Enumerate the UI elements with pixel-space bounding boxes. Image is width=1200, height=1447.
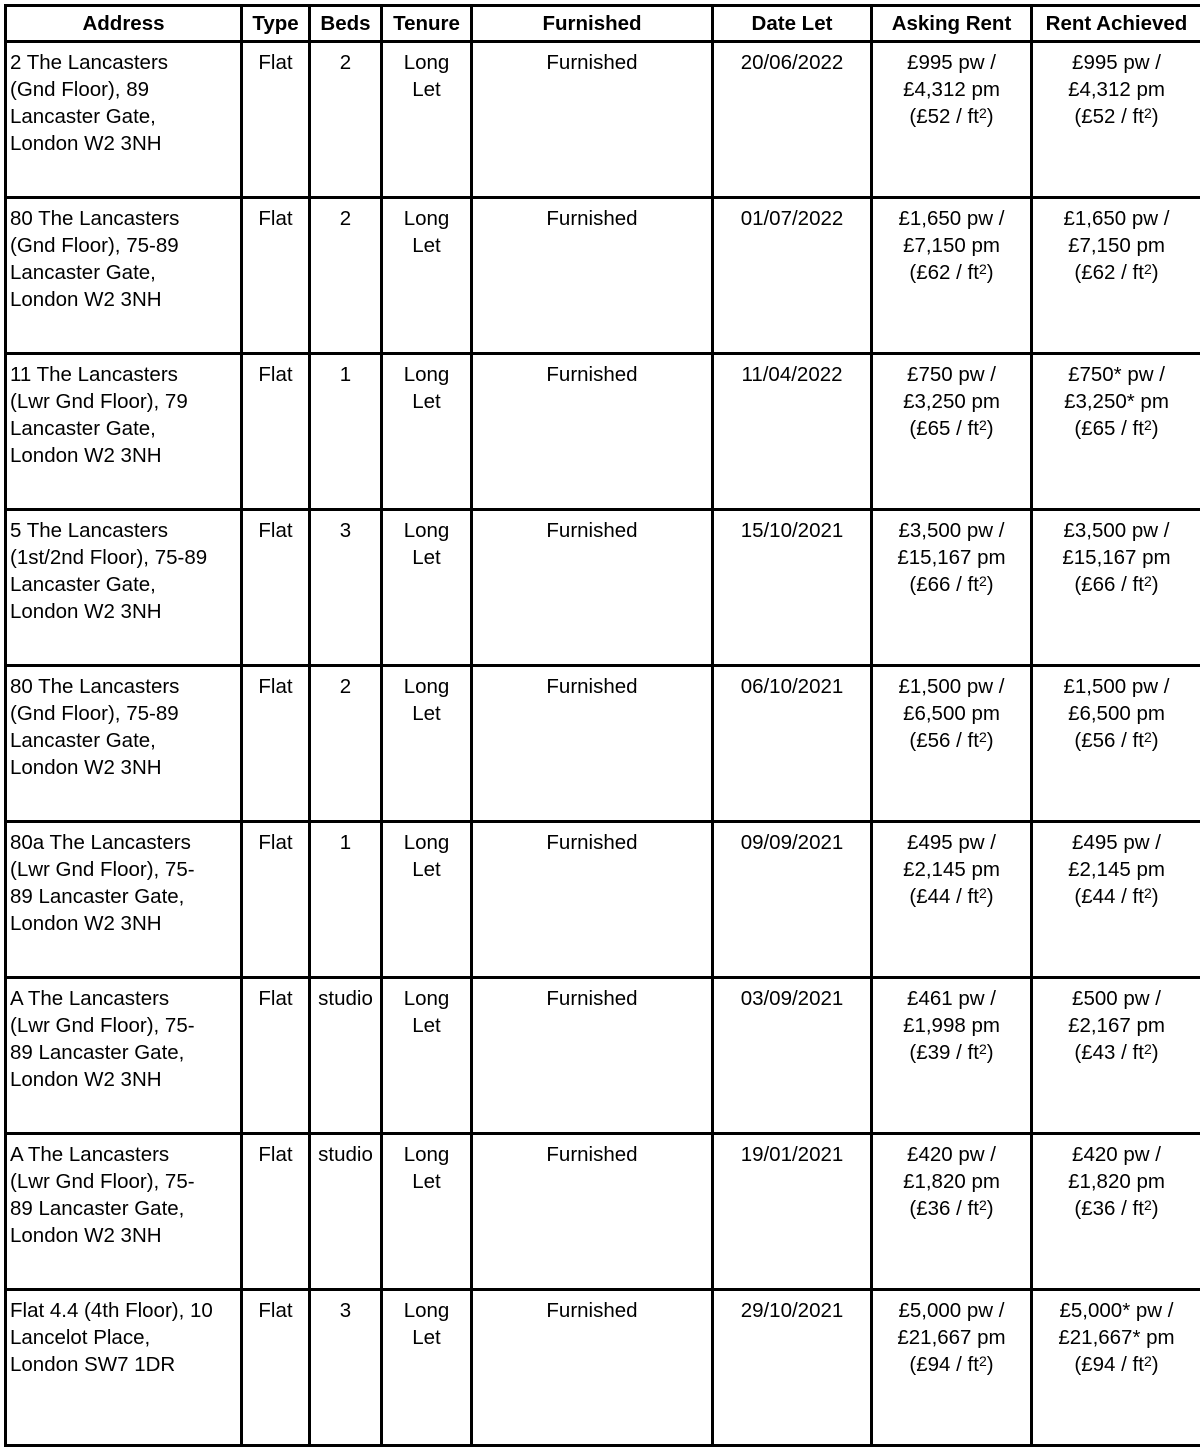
- squared-superscript: 2: [1144, 573, 1152, 589]
- beds-cell: studio: [310, 978, 382, 1134]
- tenure-line: Long: [386, 1297, 467, 1324]
- address-line: A The Lancasters: [10, 985, 237, 1012]
- type-cell: Flat: [242, 510, 310, 666]
- rent-per-month: £7,150 pm: [876, 232, 1027, 259]
- asking-rent-cell: [872, 666, 1032, 822]
- type-cell: Flat: [242, 666, 310, 822]
- rent-psf-value: (£66 / ft: [1074, 573, 1144, 596]
- tenure-line: Let: [386, 856, 467, 883]
- squared-superscript: 2: [979, 1353, 987, 1369]
- rent-per-sq-ft: [876, 1039, 1027, 1066]
- address-line: London W2 3NH: [10, 442, 237, 469]
- tenure-line: Long: [386, 205, 467, 232]
- tenure-line: Long: [386, 361, 467, 388]
- address-line: London W2 3NH: [10, 130, 237, 157]
- header-furnished: Furnished: [472, 6, 713, 42]
- header-rent-achieved: Rent Achieved: [1032, 6, 1200, 42]
- squared-superscript: 2: [1144, 729, 1152, 745]
- furnished-cell: Furnished: [472, 822, 713, 978]
- tenure-cell: [382, 510, 472, 666]
- furnished-cell: Furnished: [472, 42, 713, 198]
- rent-psf-value: (£66 / ft: [909, 573, 979, 596]
- address-line: (Lwr Gnd Floor), 75-: [10, 1168, 237, 1195]
- date-let-cell: 09/09/2021: [713, 822, 872, 978]
- squared-superscript: 2: [979, 261, 987, 277]
- tenure-cell: [382, 822, 472, 978]
- header-date-let: Date Let: [713, 6, 872, 42]
- furnished-cell: Furnished: [472, 354, 713, 510]
- asking-rent-cell: [872, 354, 1032, 510]
- rent-per-month: £1,820 pm: [876, 1168, 1027, 1195]
- address-cell: [6, 1134, 242, 1290]
- table-row: [6, 1290, 1200, 1446]
- tenure-line: Let: [386, 544, 467, 571]
- address-line: London W2 3NH: [10, 598, 237, 625]
- asking-rent-cell: [872, 978, 1032, 1134]
- rent-per-week: £3,500 pw /: [876, 517, 1027, 544]
- type-cell: Flat: [242, 1134, 310, 1290]
- rent-psf-close: ): [987, 417, 994, 440]
- address-cell: [6, 42, 242, 198]
- asking-rent-cell: [872, 198, 1032, 354]
- rent-psf-value: (£36 / ft: [909, 1197, 979, 1220]
- rent-per-sq-ft: [1036, 1039, 1197, 1066]
- tenure-line: Long: [386, 985, 467, 1012]
- rent-per-week: £495 pw /: [1036, 829, 1197, 856]
- address-line: Lancelot Place,: [10, 1324, 237, 1351]
- table-row: [6, 510, 1200, 666]
- type-cell: Flat: [242, 1290, 310, 1446]
- squared-superscript: 2: [979, 1041, 987, 1057]
- furnished-cell: Furnished: [472, 666, 713, 822]
- rent-achieved-cell: [1032, 978, 1200, 1134]
- squared-superscript: 2: [979, 105, 987, 121]
- tenure-cell: [382, 978, 472, 1134]
- rent-achieved-cell: [1032, 822, 1200, 978]
- tenure-cell: [382, 666, 472, 822]
- tenure-cell: [382, 1134, 472, 1290]
- header-row: [6, 6, 1200, 42]
- squared-superscript: 2: [1144, 1041, 1152, 1057]
- type-cell: Flat: [242, 354, 310, 510]
- squared-superscript: 2: [979, 573, 987, 589]
- rent-psf-value: (£36 / ft: [1074, 1197, 1144, 1220]
- tenure-cell: [382, 1290, 472, 1446]
- date-let-cell: 01/07/2022: [713, 198, 872, 354]
- tenure-line: Let: [386, 1168, 467, 1195]
- rent-per-week: £1,650 pw /: [1036, 205, 1197, 232]
- asking-rent-cell: [872, 822, 1032, 978]
- table-row: [6, 978, 1200, 1134]
- address-line: 89 Lancaster Gate,: [10, 1195, 237, 1222]
- rent-psf-close: ): [987, 261, 994, 284]
- rent-per-sq-ft: [1036, 259, 1197, 286]
- squared-superscript: 2: [1144, 261, 1152, 277]
- furnished-cell: Furnished: [472, 1134, 713, 1290]
- address-cell: [6, 978, 242, 1134]
- address-line: 11 The Lancasters: [10, 361, 237, 388]
- address-line: London W2 3NH: [10, 1222, 237, 1249]
- rent-per-week: £495 pw /: [876, 829, 1027, 856]
- tenure-line: Let: [386, 1012, 467, 1039]
- rent-per-week: £1,500 pw /: [876, 673, 1027, 700]
- rent-per-month: £1,998 pm: [876, 1012, 1027, 1039]
- date-let-cell: 15/10/2021: [713, 510, 872, 666]
- squared-superscript: 2: [979, 885, 987, 901]
- address-line: 2 The Lancasters: [10, 49, 237, 76]
- rent-psf-value: (£43 / ft: [1074, 1041, 1144, 1064]
- rent-per-week: £995 pw /: [1036, 49, 1197, 76]
- rent-per-sq-ft: [876, 1195, 1027, 1222]
- header-beds: Beds: [310, 6, 382, 42]
- date-let-cell: 03/09/2021: [713, 978, 872, 1134]
- lettings-table: [4, 4, 1200, 1447]
- squared-superscript: 2: [979, 729, 987, 745]
- rent-per-month: £2,167 pm: [1036, 1012, 1197, 1039]
- address-cell: [6, 510, 242, 666]
- rent-per-week: £750 pw /: [876, 361, 1027, 388]
- rent-psf-value: (£62 / ft: [1074, 261, 1144, 284]
- rent-per-sq-ft: [876, 727, 1027, 754]
- tenure-cell: [382, 198, 472, 354]
- rent-psf-close: ): [1152, 729, 1159, 752]
- rent-psf-close: ): [987, 1197, 994, 1220]
- rent-per-month: £4,312 pm: [876, 76, 1027, 103]
- address-line: 80 The Lancasters: [10, 205, 237, 232]
- rent-psf-value: (£94 / ft: [909, 1353, 979, 1376]
- address-line: 80 The Lancasters: [10, 673, 237, 700]
- address-cell: [6, 822, 242, 978]
- date-let-cell: 19/01/2021: [713, 1134, 872, 1290]
- squared-superscript: 2: [1144, 417, 1152, 433]
- address-line: (Lwr Gnd Floor), 75-: [10, 856, 237, 883]
- rent-per-sq-ft: [1036, 883, 1197, 910]
- rent-per-sq-ft: [876, 415, 1027, 442]
- rent-per-sq-ft: [1036, 1351, 1197, 1378]
- rent-psf-close: ): [987, 573, 994, 596]
- table-row: [6, 354, 1200, 510]
- rent-per-month: £7,150 pm: [1036, 232, 1197, 259]
- rent-per-sq-ft: [876, 103, 1027, 130]
- tenure-line: Let: [386, 388, 467, 415]
- rent-psf-value: (£52 / ft: [1074, 105, 1144, 128]
- furnished-cell: Furnished: [472, 510, 713, 666]
- rent-psf-close: ): [987, 1353, 994, 1376]
- squared-superscript: 2: [979, 1197, 987, 1213]
- rent-psf-close: ): [1152, 417, 1159, 440]
- type-cell: Flat: [242, 822, 310, 978]
- squared-superscript: 2: [1144, 105, 1152, 121]
- tenure-line: Long: [386, 49, 467, 76]
- beds-cell: 2: [310, 666, 382, 822]
- rent-psf-close: ): [1152, 573, 1159, 596]
- address-line: 80a The Lancasters: [10, 829, 237, 856]
- rent-psf-value: (£44 / ft: [909, 885, 979, 908]
- address-line: (Gnd Floor), 89: [10, 76, 237, 103]
- address-line: 5 The Lancasters: [10, 517, 237, 544]
- rent-per-week: £1,650 pw /: [876, 205, 1027, 232]
- address-cell: [6, 198, 242, 354]
- rent-per-sq-ft: [1036, 103, 1197, 130]
- rent-psf-value: (£56 / ft: [909, 729, 979, 752]
- tenure-line: Let: [386, 76, 467, 103]
- address-line: (Gnd Floor), 75-89: [10, 700, 237, 727]
- squared-superscript: 2: [1144, 885, 1152, 901]
- rent-per-sq-ft: [876, 259, 1027, 286]
- date-let-cell: 06/10/2021: [713, 666, 872, 822]
- rent-per-month: £21,667 pm: [876, 1324, 1027, 1351]
- address-line: London SW7 1DR: [10, 1351, 237, 1378]
- address-cell: [6, 666, 242, 822]
- rent-psf-close: ): [1152, 885, 1159, 908]
- beds-cell: 2: [310, 42, 382, 198]
- rent-achieved-cell: [1032, 354, 1200, 510]
- address-cell: [6, 354, 242, 510]
- rent-psf-close: ): [1152, 105, 1159, 128]
- rent-per-month: £15,167 pm: [1036, 544, 1197, 571]
- table-row: [6, 822, 1200, 978]
- beds-cell: 3: [310, 510, 382, 666]
- table-row: [6, 42, 1200, 198]
- rent-achieved-cell: [1032, 666, 1200, 822]
- address-line: 89 Lancaster Gate,: [10, 1039, 237, 1066]
- rent-psf-value: (£44 / ft: [1074, 885, 1144, 908]
- tenure-line: Long: [386, 829, 467, 856]
- asking-rent-cell: [872, 1134, 1032, 1290]
- furnished-cell: Furnished: [472, 1290, 713, 1446]
- rent-psf-close: ): [1152, 261, 1159, 284]
- tenure-cell: [382, 354, 472, 510]
- rent-per-week: £500 pw /: [1036, 985, 1197, 1012]
- beds-cell: 1: [310, 354, 382, 510]
- rent-per-week: £995 pw /: [876, 49, 1027, 76]
- rent-psf-close: ): [987, 885, 994, 908]
- table-row: [6, 1134, 1200, 1290]
- date-let-cell: 20/06/2022: [713, 42, 872, 198]
- tenure-line: Long: [386, 517, 467, 544]
- rent-psf-value: (£65 / ft: [1074, 417, 1144, 440]
- address-cell: [6, 1290, 242, 1446]
- rent-per-month: £3,250* pm: [1036, 388, 1197, 415]
- rent-per-month: £4,312 pm: [1036, 76, 1197, 103]
- rent-per-week: £1,500 pw /: [1036, 673, 1197, 700]
- rent-psf-value: (£65 / ft: [909, 417, 979, 440]
- address-line: Lancaster Gate,: [10, 727, 237, 754]
- tenure-line: Long: [386, 673, 467, 700]
- address-line: Flat 4.4 (4th Floor), 10: [10, 1297, 237, 1324]
- tenure-line: Long: [386, 1141, 467, 1168]
- rent-per-sq-ft: [1036, 727, 1197, 754]
- rent-psf-close: ): [1152, 1041, 1159, 1064]
- tenure-line: Let: [386, 700, 467, 727]
- header-address: Address: [6, 6, 242, 42]
- header-asking-rent: Asking Rent: [872, 6, 1032, 42]
- asking-rent-cell: [872, 510, 1032, 666]
- address-line: Lancaster Gate,: [10, 103, 237, 130]
- address-line: 89 Lancaster Gate,: [10, 883, 237, 910]
- rent-achieved-cell: [1032, 510, 1200, 666]
- address-line: London W2 3NH: [10, 1066, 237, 1093]
- asking-rent-cell: [872, 1290, 1032, 1446]
- rent-per-month: £21,667* pm: [1036, 1324, 1197, 1351]
- rent-per-week: £750* pw /: [1036, 361, 1197, 388]
- table-row: [6, 666, 1200, 822]
- rent-per-sq-ft: [1036, 1195, 1197, 1222]
- type-cell: Flat: [242, 198, 310, 354]
- rent-psf-value: (£94 / ft: [1074, 1353, 1144, 1376]
- rent-per-month: £3,250 pm: [876, 388, 1027, 415]
- header-tenure: Tenure: [382, 6, 472, 42]
- tenure-line: Let: [386, 1324, 467, 1351]
- beds-cell: studio: [310, 1134, 382, 1290]
- address-line: (Lwr Gnd Floor), 79: [10, 388, 237, 415]
- address-line: (Gnd Floor), 75-89: [10, 232, 237, 259]
- type-cell: Flat: [242, 42, 310, 198]
- furnished-cell: Furnished: [472, 198, 713, 354]
- rent-psf-close: ): [1152, 1197, 1159, 1220]
- squared-superscript: 2: [979, 417, 987, 433]
- rent-per-week: £3,500 pw /: [1036, 517, 1197, 544]
- address-line: London W2 3NH: [10, 754, 237, 781]
- rent-per-sq-ft: [1036, 571, 1197, 598]
- rent-psf-close: ): [987, 105, 994, 128]
- address-line: Lancaster Gate,: [10, 415, 237, 442]
- address-line: Lancaster Gate,: [10, 259, 237, 286]
- rent-psf-value: (£52 / ft: [909, 105, 979, 128]
- address-line: Lancaster Gate,: [10, 571, 237, 598]
- furnished-cell: Furnished: [472, 978, 713, 1134]
- rent-achieved-cell: [1032, 42, 1200, 198]
- rent-per-month: £15,167 pm: [876, 544, 1027, 571]
- rent-per-sq-ft: [876, 571, 1027, 598]
- rent-achieved-cell: [1032, 1134, 1200, 1290]
- type-cell: Flat: [242, 978, 310, 1134]
- rent-per-sq-ft: [876, 1351, 1027, 1378]
- rent-per-week: £5,000* pw /: [1036, 1297, 1197, 1324]
- beds-cell: 3: [310, 1290, 382, 1446]
- date-let-cell: 11/04/2022: [713, 354, 872, 510]
- tenure-cell: [382, 42, 472, 198]
- rent-per-week: £5,000 pw /: [876, 1297, 1027, 1324]
- beds-cell: 1: [310, 822, 382, 978]
- rent-achieved-cell: [1032, 198, 1200, 354]
- address-line: London W2 3NH: [10, 286, 237, 313]
- squared-superscript: 2: [1144, 1197, 1152, 1213]
- rent-per-month: £1,820 pm: [1036, 1168, 1197, 1195]
- beds-cell: 2: [310, 198, 382, 354]
- rent-psf-close: ): [987, 1041, 994, 1064]
- date-let-cell: 29/10/2021: [713, 1290, 872, 1446]
- rent-psf-close: ): [987, 729, 994, 752]
- rent-psf-value: (£62 / ft: [909, 261, 979, 284]
- address-line: (Lwr Gnd Floor), 75-: [10, 1012, 237, 1039]
- rent-per-month: £6,500 pm: [876, 700, 1027, 727]
- rent-psf-value: (£39 / ft: [909, 1041, 979, 1064]
- rent-psf-value: (£56 / ft: [1074, 729, 1144, 752]
- rent-per-week: £420 pw /: [876, 1141, 1027, 1168]
- rent-achieved-cell: [1032, 1290, 1200, 1446]
- rent-per-month: £6,500 pm: [1036, 700, 1197, 727]
- rent-per-sq-ft: [1036, 415, 1197, 442]
- squared-superscript: 2: [1144, 1353, 1152, 1369]
- rent-per-week: £461 pw /: [876, 985, 1027, 1012]
- rent-per-sq-ft: [876, 883, 1027, 910]
- address-line: A The Lancasters: [10, 1141, 237, 1168]
- rent-per-month: £2,145 pm: [876, 856, 1027, 883]
- header-type: Type: [242, 6, 310, 42]
- tenure-line: Let: [386, 232, 467, 259]
- table-row: [6, 198, 1200, 354]
- address-line: London W2 3NH: [10, 910, 237, 937]
- rent-per-month: £2,145 pm: [1036, 856, 1197, 883]
- rent-per-week: £420 pw /: [1036, 1141, 1197, 1168]
- rent-psf-close: ): [1152, 1353, 1159, 1376]
- address-line: (1st/2nd Floor), 75-89: [10, 544, 237, 571]
- asking-rent-cell: [872, 42, 1032, 198]
